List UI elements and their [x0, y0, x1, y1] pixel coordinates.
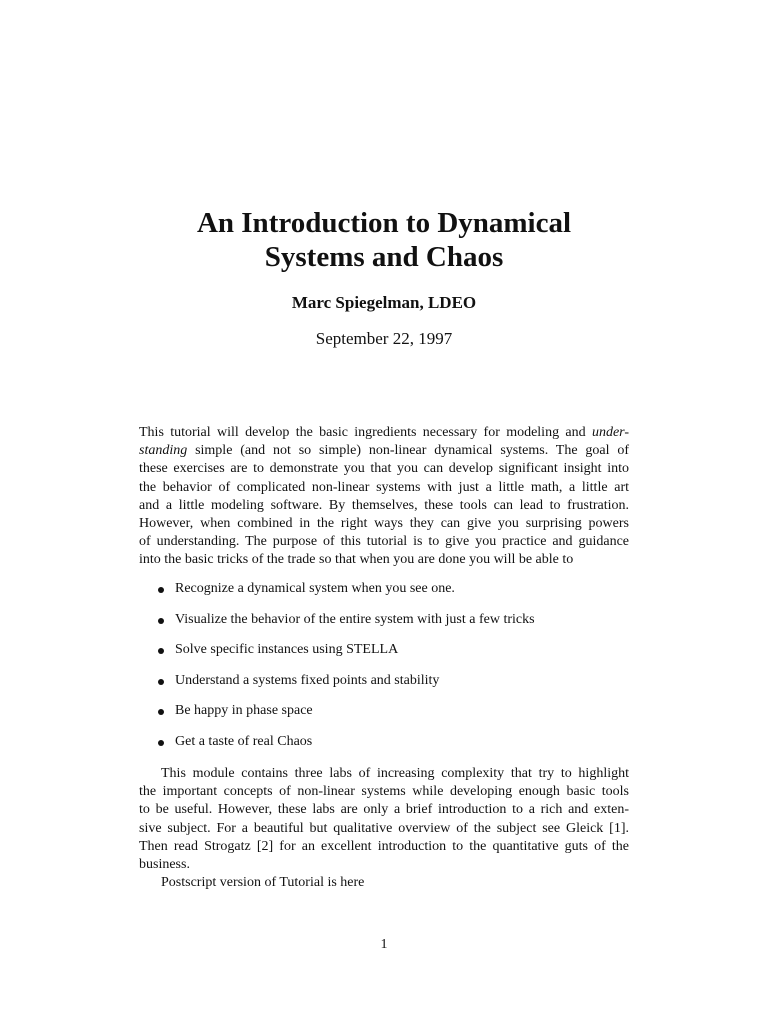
bullet-icon: [158, 679, 164, 685]
goals-list: [158, 580, 535, 764]
bullet-icon: [158, 648, 164, 654]
list-item: Solve specific instances using STELLA: [158, 641, 535, 672]
list-item: Recognize a dynamical system when you see one.: [158, 580, 535, 611]
list-item: Get a taste of real Chaos: [158, 733, 535, 764]
bullet-icon: [158, 709, 164, 715]
module-line: This module contains three labs of increasing complexity that try to highlight: [161, 766, 629, 781]
intro-line: these exercises are to demonstrate you that you can develop significant insight into: [139, 461, 629, 477]
list-item: Understand a systems fixed points and stability: [158, 672, 535, 703]
intro-line: into the basic tricks of the trade so that when you are done you will be able to: [139, 552, 574, 568]
module-line: to be useful. However, these labs are only a brief introduction to a rich and exten-: [139, 802, 629, 818]
intro-line: This tutorial will develop the basic ingredients necessary for modeling and under-: [139, 425, 629, 440]
intro-paragraph: [139, 424, 629, 570]
list-item: Visualize the behavior of the entire system with just a few tricks: [158, 611, 535, 642]
intro-line: standing simple (and not so simple) non-linear dynamical systems. The goal of: [139, 443, 629, 459]
document-title: [0, 206, 768, 274]
postscript-note: Postscript version of Tutorial is here: [161, 875, 365, 890]
bullet-icon: [158, 587, 164, 593]
intro-line: the behavior of complicated non-linear systems with just a little math, a little art: [139, 479, 629, 495]
date: September 22, 1997: [315, 329, 453, 348]
module-line: sive subject. For a beautiful but qualitative overview of the subject see Gleick [1].: [139, 820, 629, 836]
author: Marc Spiegelman, LDEO: [291, 293, 477, 312]
intro-line: However, when combined in the right ways they can give you surprising powers: [139, 516, 629, 532]
title-line-1: An Introduction to Dynamical: [196, 207, 572, 239]
module-line: Then read Strogatz [2] for an excellent introduction to the quantitative guts of the: [139, 838, 629, 854]
list-item: Be happy in phase space: [158, 702, 535, 733]
bullet-icon: [158, 740, 164, 746]
title-line-2: Systems and Chaos: [264, 241, 504, 273]
intro-line: and a little modeling software. By themselves, these tools can lead to frustration.: [139, 497, 629, 513]
bullet-icon: [158, 618, 164, 624]
page-number: 1: [380, 937, 388, 952]
intro-line: of understanding. The purpose of this tutorial is to give you practice and guidance: [139, 534, 629, 550]
module-paragraph: [139, 765, 629, 874]
module-line: the important concepts of non-linear systems while developing enough basic tools: [139, 784, 629, 800]
module-line: business.: [139, 857, 190, 873]
